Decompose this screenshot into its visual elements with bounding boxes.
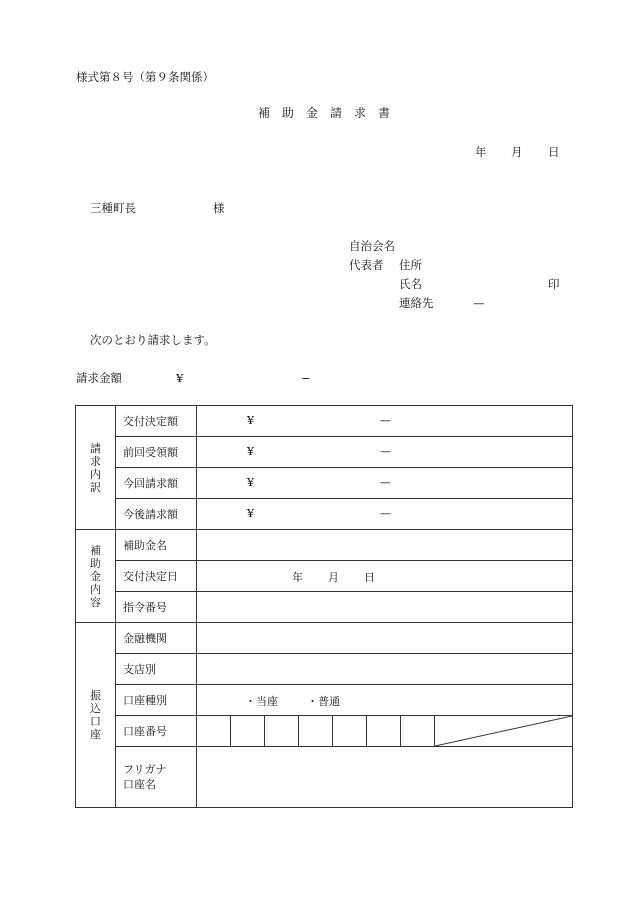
row-label: 口座番号 [116,716,197,747]
amount-cell[interactable]: ¥ — [197,437,573,468]
request-form-table [75,405,573,808]
addressee-sama: 様 [213,201,225,215]
table-row [76,468,573,499]
contact-label: 連絡先 [399,296,434,310]
date-year-label: 年 [475,145,487,159]
request-statement: 次のとおり請求します。 [90,333,216,347]
amount-yen: ¥ [176,371,184,385]
row-label: 金融機関 [116,623,197,654]
table-row [76,592,573,623]
unused-diagonal [435,716,572,746]
title-char: 書 [378,106,391,120]
title-char: 求 [354,106,367,120]
account-number-field[interactable] [197,716,573,747]
table-row [76,530,573,561]
digit-box[interactable] [265,716,299,746]
date-day-label: 日 [548,145,560,159]
option-current[interactable]: ・当座 [245,695,278,708]
row-label: 交付決定日 [116,561,197,592]
branch-field[interactable] [197,654,573,685]
amount-cell[interactable]: ¥ — [197,468,573,499]
title-char: 助 [282,106,295,120]
addressee-mayor: 三種町長 [90,201,136,215]
title-char: 金 [306,106,319,120]
decision-date-field[interactable]: 年 月 日 [197,561,573,592]
row-label: 今後請求額 [116,499,197,530]
row-label: 交付決定額 [116,406,197,437]
subsidy-name-field[interactable] [197,530,573,561]
table-row [76,406,573,437]
title-char: 補 [258,106,271,120]
row-label: 支店別 [116,654,197,685]
row-label: 指令番号 [116,592,197,623]
table-row [76,716,573,747]
table-row [76,561,573,592]
table-row [76,623,573,654]
row-label: 口座種別 [116,685,197,716]
title-char: 請 [330,106,343,120]
account-type-field[interactable] [197,685,573,716]
digit-box[interactable] [401,716,435,746]
table-row [76,747,573,808]
document-title [258,106,402,120]
row-label: 補助金名 [116,530,197,561]
order-number-field[interactable] [197,592,573,623]
holder-label: 口座名 [123,778,156,791]
section-transfer: 振込口座 [76,623,116,808]
seal-mark: 印 [548,277,560,291]
address-label: 住所 [399,258,422,272]
section-subsidy: 補助金内容 [76,530,116,623]
row-label: 前回受領額 [116,437,197,468]
table-row [76,437,573,468]
row-label-holder [116,747,197,808]
option-ordinary[interactable]: ・普通 [307,695,340,708]
digit-box[interactable] [197,716,231,746]
contact-dash: — [473,296,485,310]
row-label: 今回請求額 [116,468,197,499]
amount-label: 請求金額 [76,371,122,385]
digit-box[interactable] [299,716,333,746]
form-number: 様式第８号（第９条関係） [76,70,214,84]
table-row [76,654,573,685]
table-row [76,685,573,716]
amount-cell[interactable]: ¥ — [197,499,573,530]
name-label: 氏名 [399,277,422,291]
table-row [76,499,573,530]
digit-box[interactable] [333,716,367,746]
kana-label: フリガナ [123,763,167,776]
association-name-label: 自治会名 [349,239,395,253]
date-month-label: 月 [511,145,523,159]
representative-label: 代表者 [349,258,384,272]
digit-box[interactable] [367,716,401,746]
account-holder-field[interactable] [197,747,573,808]
digit-box[interactable] [231,716,265,746]
amount-cell[interactable]: ¥ — [197,406,573,437]
amount-dash: − [301,371,311,385]
section-billing: 請求内訳 [76,406,116,530]
bank-field[interactable] [197,623,573,654]
